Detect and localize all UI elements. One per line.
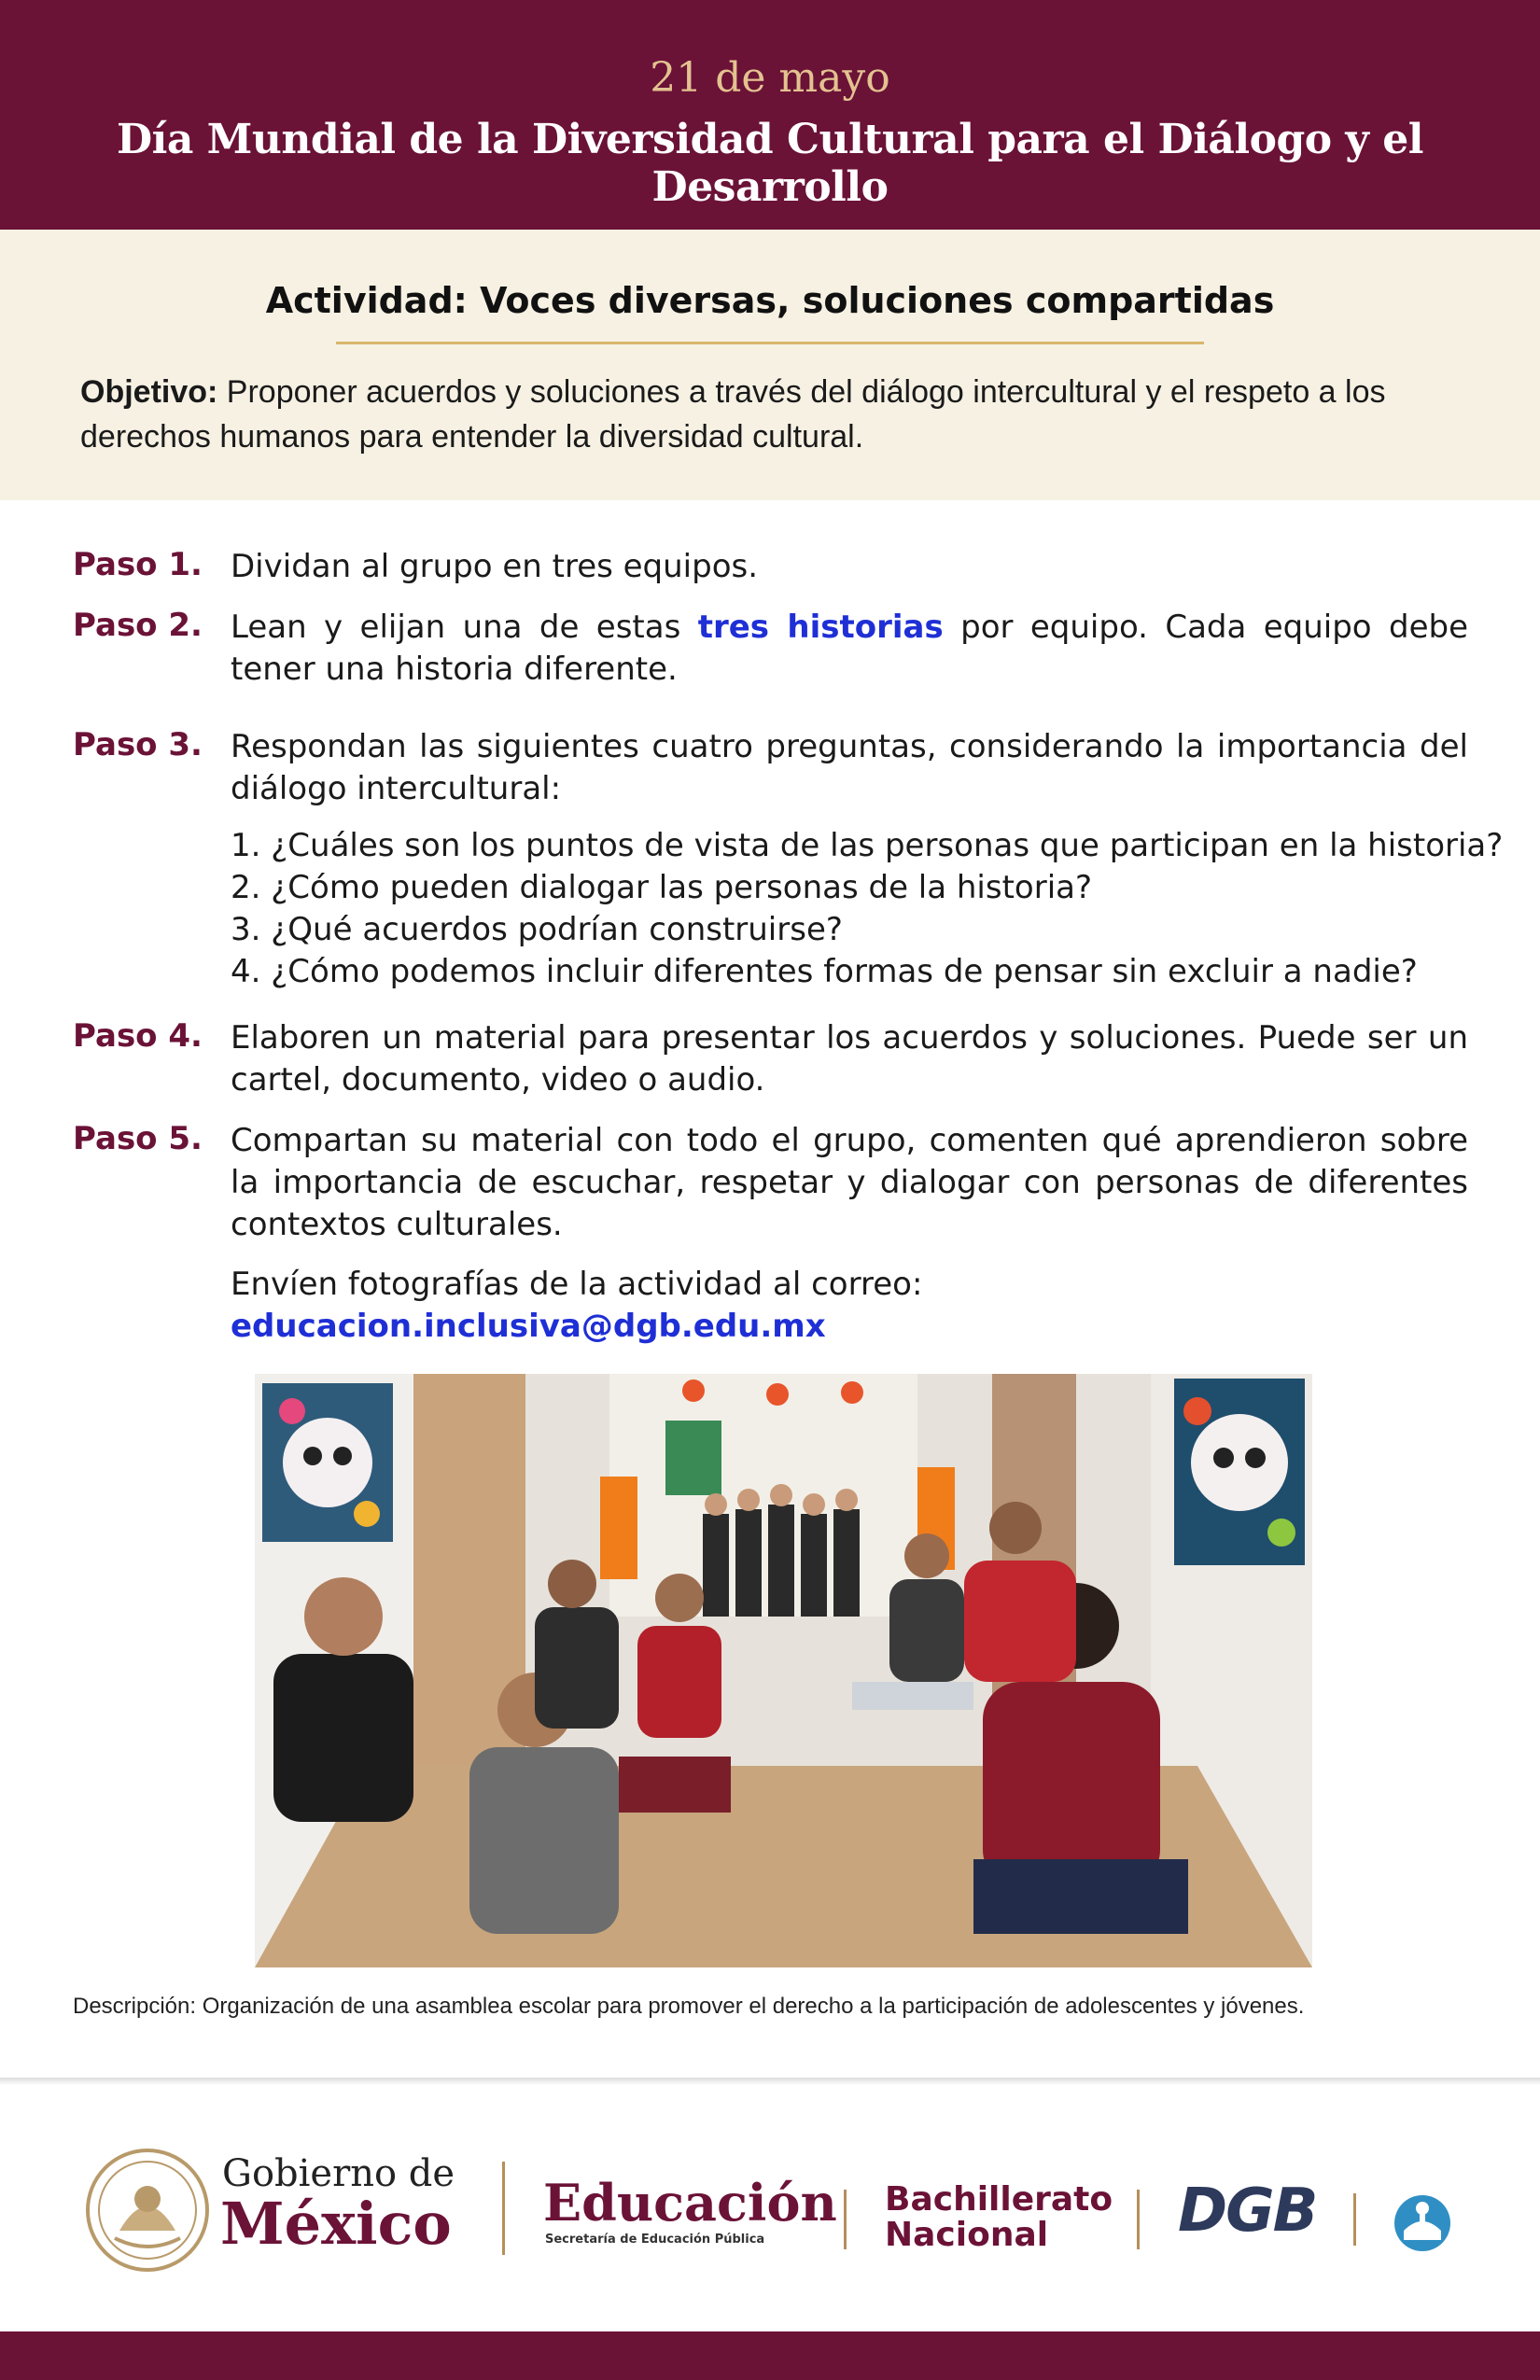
educacion-logo-title: Educación (543, 2173, 837, 2233)
step-text: Dividan al grupo en tres equipos. (231, 548, 759, 585)
step-label: Paso 4. (73, 1017, 203, 1055)
gobierno-line2: México (220, 2190, 452, 2258)
question-item: 1. ¿Cuáles son los puntos de vista de las personas que participan en la historia? (231, 827, 1504, 864)
objective-body: Proponer acuerdos y soluciones a través del diálogo intercultural y el respeto a los derechos humanos para entender la diversidad cultural. (80, 374, 1386, 455)
step-label: Paso 3. (73, 726, 203, 763)
send-text: Envíen fotografías de la actividad al correo: (231, 1266, 923, 1303)
bachillerato-line1: Bachillerato (885, 2180, 1113, 2219)
step-text: Elaboren un material para presentar los acuerdos y soluciones. Puede ser un cartel, documento, video o audio. (231, 1019, 1468, 1099)
photo-caption: Descripción: Organización de una asamblea escolar para promover el derecho a la participación de adolescentes y jóvenes. (73, 1994, 1305, 2019)
step-text (231, 607, 1468, 691)
activity-band (0, 230, 1540, 500)
objective-text (80, 370, 1462, 459)
three-stories-link[interactable]: tres historias (697, 609, 944, 646)
classroom-photo-illustration (255, 1374, 1312, 1967)
step-label: Paso 1. (73, 546, 203, 583)
footer-separator (502, 2162, 505, 2255)
mexico-coat-of-arms-icon (82, 2145, 213, 2275)
question-list (231, 825, 1537, 993)
footer-divider (0, 2078, 1540, 2085)
bachillerato-logo (885, 2182, 1113, 2253)
step-label: Paso 2. (73, 607, 203, 644)
activity-photo (255, 1374, 1312, 1967)
dgb-logo: DGB (1178, 2177, 1317, 2246)
step-text-part: Lean y elijan una de estas (231, 609, 698, 646)
gobierno-line1: Gobierno de (222, 2152, 455, 2195)
step-label: Paso 5. (73, 1120, 203, 1157)
footer-separator (1137, 2190, 1140, 2249)
step-text: Respondan las siguientes cuatro preguntas, considerando la importancia del diálogo intercultural: (231, 728, 1468, 807)
email-link[interactable]: educacion.inclusiva@dgb.edu.mx (231, 1308, 826, 1345)
dgb-emblem-icon (1393, 2193, 1452, 2253)
title-underline (336, 342, 1204, 344)
step-text-part: por equipo. Cada equipo debe tener una historia diferente. (231, 609, 1468, 688)
footer-bar (0, 2331, 1540, 2380)
step-text: Compartan su material con todo el grupo, comenten qué aprendieron sobre la importancia de escuchar, respetar y dialogar con personas de diferentes contextos culturales. (231, 1122, 1468, 1243)
bachillerato-line2: Nacional (885, 2216, 1049, 2254)
footer-separator (844, 2190, 847, 2249)
event-date: 21 de mayo (650, 54, 890, 102)
event-title: Día Mundial de la Diversidad Cultural para el Diálogo y el Desarrollo (116, 116, 1424, 211)
footer-separator (1353, 2193, 1356, 2246)
send-photos (231, 1264, 922, 1348)
header-banner (0, 0, 1540, 230)
educacion-logo-subtitle: Secretaría de Educación Pública (545, 2233, 765, 2247)
objective-label: Objetivo: (80, 374, 218, 410)
question-item: 4. ¿Cómo podemos incluir diferentes formas de pensar sin excluir a nadie? (231, 953, 1418, 990)
activity-title: Actividad: Voces diversas, soluciones compartidas (265, 280, 1275, 321)
question-item: 3. ¿Qué acuerdos podrían construirse? (231, 911, 843, 948)
question-item: 2. ¿Cómo pueden dialogar las personas de la historia? (231, 869, 1093, 906)
